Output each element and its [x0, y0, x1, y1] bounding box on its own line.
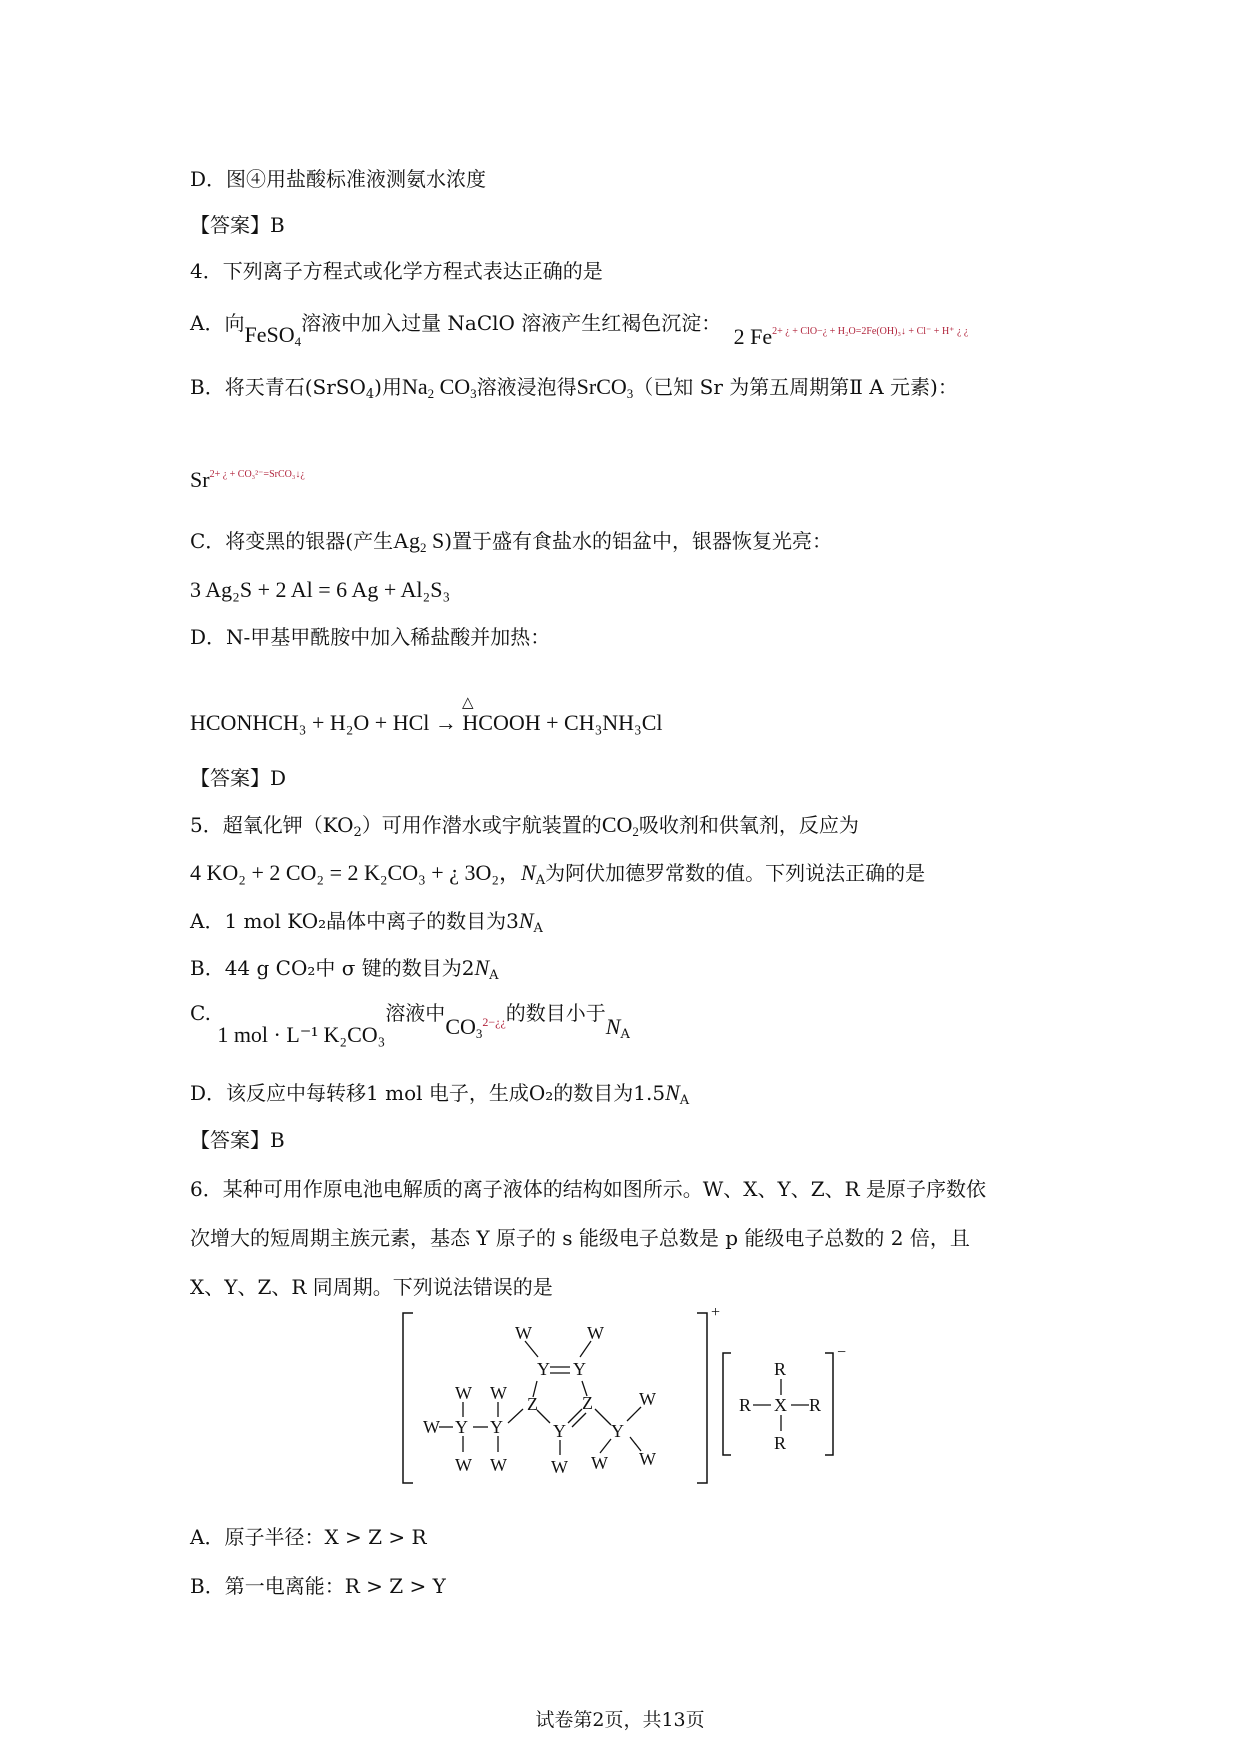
heat-symbol: △ — [462, 695, 474, 711]
na-subscript: A — [533, 921, 543, 936]
atom-y: Y — [455, 1417, 468, 1437]
question-5-text-2: ）可用作潜水或宇航装置的 — [361, 813, 602, 837]
option-4c: C．将变黑的银器(产生$Ag_2$ S)置于盛有食盐水的铝盆中，银器恢复光亮： — [190, 528, 833, 555]
na-symbol: N — [518, 908, 534, 933]
na-subscript: A — [679, 1093, 690, 1108]
option-3d: D．图④用盐酸标准液测氨水浓度 — [190, 167, 487, 191]
option-4b-text-2: )用 — [374, 375, 402, 399]
page-footer: 试卷第2页，共13页 — [535, 1709, 705, 1731]
atom-y: Y — [553, 1421, 566, 1441]
atom-w: W — [639, 1449, 656, 1469]
option-5b — [190, 955, 499, 981]
anion-atoms — [739, 1359, 821, 1453]
equation-4b-garbled: 2+ ¿ + CO₃²⁻=SrCO₃↓¿ — [209, 469, 305, 480]
question-5-text-1: 5．超氧化钾（KO — [190, 813, 354, 837]
atom-w: W — [587, 1323, 604, 1343]
atom-w: W — [455, 1455, 472, 1475]
anion-right-bracket — [825, 1353, 833, 1455]
option-4a-text: 溶液中加入过量 NaClO 溶液产生红褐色沉淀： — [301, 311, 722, 335]
option-4d: D．N-甲基甲酰胺中加入稀盐酸并加热： — [190, 625, 551, 649]
cation-left-bracket — [403, 1313, 413, 1483]
atom-w: W — [515, 1323, 532, 1343]
option-4a: A．向FeSO$_4$溶液中加入过量 NaClO 溶液产生红褐色沉淀： 2 $Fe^{2+ ¿ + ClO-¿ + H_2O=2Fe(OH)_3↓ + Cl^- + H^+ ¿ ¿}$ — [190, 311, 969, 349]
question-5-line-1: 5．超氧化钾$(KO_2)$可用作潜水或宇航装置的$CO_2$吸收剂和供氧剂，反应为 — [190, 812, 859, 840]
equation-4b — [190, 462, 305, 493]
option-4b-text-1: B．将天青石(SrSO — [190, 375, 366, 399]
atom-w: W — [423, 1417, 440, 1437]
sr-ion: Sr — [190, 467, 210, 492]
option-5c-label: C. — [190, 1001, 211, 1025]
atom-w: W — [639, 1389, 656, 1409]
atom-w: W — [455, 1383, 472, 1403]
equation-4d — [190, 710, 663, 736]
equation-4d-right: HCOOH + CH₃NH₃Cl — [462, 710, 663, 735]
anion-charge: − — [837, 1344, 847, 1361]
answer-5: 【答案】B — [190, 1128, 285, 1152]
atom-w: W — [490, 1383, 507, 1403]
option-6a: A．原子半径：X > Z > R — [190, 1525, 427, 1549]
ionic-liquid-structure-diagram — [395, 1305, 855, 1490]
option-6b: B．第一电离能：R > Z > Y — [190, 1574, 446, 1598]
atom-y: Y — [611, 1421, 624, 1441]
option-5c-text-2: 的数目小于 — [505, 1001, 606, 1025]
atom-w: W — [490, 1455, 507, 1475]
question-5-line-2 — [190, 860, 925, 886]
question-5-text-3: 吸收剂和供氧剂，反应为 — [638, 813, 859, 837]
atom-w: W — [591, 1453, 608, 1473]
atom-y: Y — [573, 1359, 586, 1379]
equation-5: 4 KO₂ + 2 CO₂ = 2 K₂CO₃ + ¿ 3O₂， — [190, 860, 522, 885]
atom-w: W — [551, 1457, 568, 1477]
carbonate-symbol: CO — [445, 1014, 476, 1039]
anion-left-bracket — [723, 1353, 731, 1455]
option-4c-text-1: C．将变黑的银器(产生 — [190, 529, 394, 553]
option-5d — [190, 1080, 689, 1106]
question-6-line-1: 6．某种可用作原电池电解质的离子液体的结构如图所示。W、X、Y、Z、R 是原子序数依 — [190, 1177, 987, 1201]
equation-4c: 3 Ag₂S + 2 Al = 6 Ag + Al₂S₃ — [190, 577, 451, 602]
option-4b-text-3: 溶液浸泡得 — [476, 375, 577, 399]
option-5b-text: B．44 g CO₂中 σ 键的数目为2 — [190, 956, 475, 980]
atom-r: R — [809, 1395, 822, 1415]
option-5a — [190, 908, 543, 934]
na-symbol: N — [521, 860, 536, 885]
option-5d-text: D．该反应中每转移1 mol 电子，生成O₂的数目为1.5 — [190, 1081, 666, 1105]
equation-4a-garbled: 2+ ¿ + ClO−¿ + H₂O=2Fe(OH)₃↓ + Cl⁻ + H⁺ ¿ ¿ — [772, 326, 969, 337]
option-5a-text: A．1 mol KO₂晶体中离子的数目为3 — [190, 909, 519, 933]
atom-r: R — [739, 1395, 752, 1415]
question-4: 4．下列离子方程式或化学方程式表达正确的是 — [190, 259, 603, 283]
atom-y: Y — [537, 1359, 550, 1379]
na-symbol: N — [665, 1080, 680, 1105]
atom-r: R — [774, 1359, 787, 1379]
atom-z: Z — [527, 1394, 538, 1414]
na-subscript: A — [620, 1027, 630, 1042]
cation-right-bracket — [697, 1313, 707, 1483]
option-4b: B．将天青石(SrSO$_4$)用$Na_2$ $CO_3$溶液浸泡得SrCO$_3$（已知 Sr 为第五周期第Ⅱ A 元素)： — [190, 374, 958, 402]
reaction-arrow-icon: → — [434, 710, 457, 735]
option-4a-prefix: A．向 — [190, 311, 245, 335]
atom-z: Z — [582, 1393, 593, 1413]
na-subscript: A — [489, 968, 499, 983]
fe-ion: 2 Fe — [733, 324, 773, 349]
atom-x: X — [774, 1395, 787, 1415]
question-6-line-3: X、Y、Z、R 同周期。下列说法错误的是 — [190, 1275, 553, 1299]
atom-y: Y — [490, 1417, 503, 1437]
question-5-text-4: 为阿伏加德罗常数的值。下列说法正确的是 — [545, 861, 926, 885]
question-6-line-2: 次增大的短周期主族元素，基态 Y 原子的 s 能级电子总数是 p 能级电子总数的 2 倍，且 — [190, 1226, 970, 1250]
option-4b-text-4: （已知 Sr 为第五周期第Ⅱ A 元素)： — [633, 375, 958, 399]
atom-r: R — [774, 1433, 787, 1453]
option-4c-text-2: )置于盛有食盐水的铝盆中，银器恢复光亮： — [444, 529, 833, 553]
answer-4: 【答案】D — [190, 766, 287, 790]
feso4-formula: FeSO — [244, 322, 295, 347]
option-5c: C. 1 mol · L⁻¹ K₂CO₃溶液中$CO_3^{2-¿¿}$的数目小于$N_A$ — [190, 1001, 630, 1047]
na-symbol: N — [605, 1014, 621, 1039]
answer-3: 【答案】B — [190, 213, 285, 237]
option-5c-text-1: 溶液中 — [385, 1001, 446, 1025]
equation-4d-left: HCONHCH₃ + H₂O + HCl — [190, 710, 430, 735]
cation-atoms — [423, 1323, 656, 1477]
cation-charge: + — [711, 1305, 721, 1321]
na-subscript: A — [535, 873, 546, 888]
option-5c-concentration: 1 mol · L⁻¹ K₂CO₃ — [217, 1022, 386, 1047]
na-symbol: N — [474, 955, 490, 980]
